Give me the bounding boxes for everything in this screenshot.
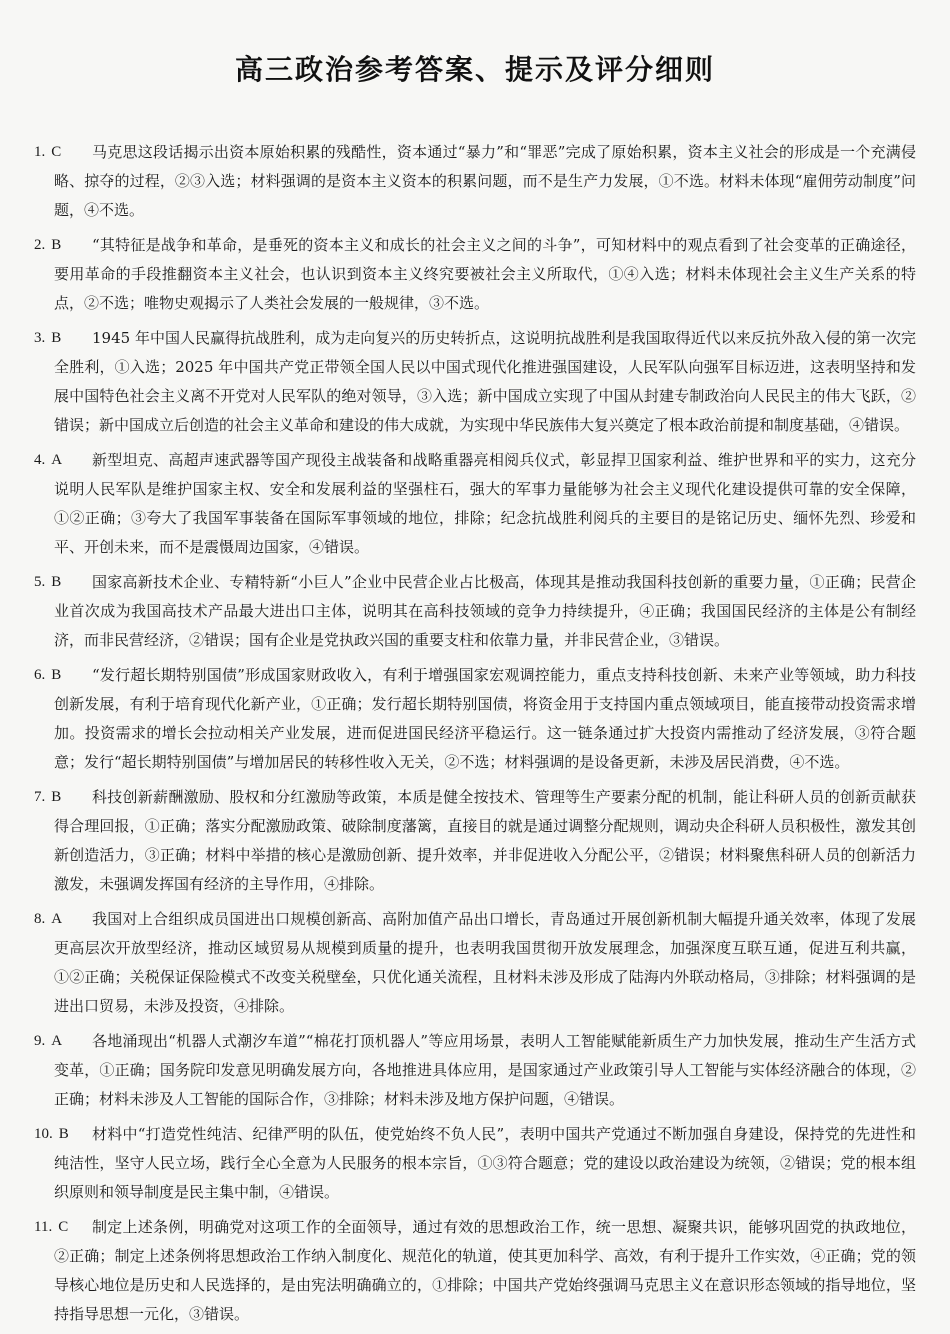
- answer-item-11: [34, 1213, 916, 1329]
- answer-item-1: [34, 138, 916, 225]
- explanation-text: 科技创新薪酬激励、股权和分红激励等政策，本质是健全按技术、管理等生产要素分配的机制，能让科研人员的创新贡献获得合理回报，①正确；落实分配激励政策、破除制度藩篱，直接目的就是通过调整分配规则，调动央企科研人员积极性，激发其创新创造活力，③正确；材料中举措的核心是激励创新、提升效率，并非促进收入分配公平，②错误；材料聚焦科研人员的创新活力激发，未强调发挥国有经济的主导作用，④排除。: [54, 788, 916, 893]
- answer-letter: C: [51, 144, 62, 160]
- answer-letter: B: [51, 667, 62, 683]
- answer-item-7: [34, 783, 916, 899]
- answer-letter: A: [51, 911, 63, 927]
- answer-letter: B: [51, 237, 62, 253]
- answer-head: [34, 231, 61, 260]
- answer-letter: B: [51, 574, 62, 590]
- question-number: 7.: [34, 789, 46, 805]
- answer-item-8: [34, 905, 916, 1021]
- answer-letter: B: [58, 1126, 69, 1142]
- question-number: 5.: [34, 574, 46, 590]
- question-number: 6.: [34, 667, 46, 683]
- explanation-text: 国家高新技术企业、专精特新“小巨人”企业中民营企业占比极高，体现其是推动我国科技创新的重要力量，①正确；民营企业首次成为我国高技术产品最大进出口主体，说明其在高科技领域的竞争力持续提升，④正确；我国国民经济的主体是公有制经济，而非民营经济，②错误；国有企业是党执政兴国的重要支柱和依靠力量，并非民营企业，③错误。: [54, 573, 916, 649]
- answer-item-9: [34, 1027, 916, 1114]
- answer-item-10: [34, 1120, 916, 1207]
- explanation-text: 材料中“打造党性纯洁、纪律严明的队伍，使党始终不负人民”，表明中国共产党通过不断加强自身建设，保持党的先进性和纯洁性，坚守人民立场，践行全心全意为人民服务的根本宗旨，①③符合题意；党的建设以政治建设为统领，②错误；党的根本组织原则和领导制度是民主集中制，④错误。: [54, 1125, 916, 1201]
- explanation-text: 马克思这段话揭示出资本原始积累的残酷性，资本通过“暴力”和“罪恶”完成了原始积累，资本主义社会的形成是一个充满侵略、掠夺的过程，②③入选；材料强调的是资本主义资本的积累问题，而不是生产力发展，①不选。材料未体现“雇佣劳动制度”问题，④不选。: [54, 143, 916, 219]
- explanation-text: 1945 年中国人民赢得抗战胜利，成为走向复兴的历史转折点，这说明抗战胜利是我国取得近代以来反抗外敌入侵的第一次完全胜利，①入选；2025 年中国共产党正带领全国人民以中国式现代化推进强国建设，人民军队向强军目标迈进，这表明坚持和发展中国特色社会主义离不开党对人民军队的绝对领导，③入选；新中国成立实现了中国从封建专制政治向人民民主的伟大飞跃，②错误；新中国成立后创造的社会主义革命和建设的伟大成就，为实现中华民族伟大复兴奠定了根本政治前提和制度基础，④错误。: [54, 329, 916, 434]
- answer-letter: A: [51, 1033, 63, 1049]
- explanation-text: 制定上述条例，明确党对这项工作的全面领导，通过有效的思想政治工作，统一思想、凝聚共识，能够巩固党的执政地位，②正确；制定上述条例将思想政治工作纳入制度化、规范化的轨道，使其更加科学、高效，有利于提升工作实效，④正确；党的领导核心地位是历史和人民选择的，是由宪法明确确立的，①排除；中国共产党始终强调马克思主义在意识形态领域的指导地位，坚持指导思想一元化，③错误。: [54, 1218, 916, 1323]
- answer-item-2: [34, 231, 916, 318]
- page-title: 高三政治参考答案、提示及评分细则: [234, 53, 715, 86]
- question-number: 2.: [34, 237, 46, 253]
- question-number: 4.: [34, 452, 46, 468]
- answer-letter: B: [51, 330, 62, 346]
- answer-head: [34, 905, 62, 934]
- answer-item-3: [34, 324, 916, 440]
- answer-head: [34, 661, 61, 690]
- explanation-text: 新型坦克、高超声速武器等国产现役主战装备和战略重器亮相阅兵仪式，彰显捍卫国家利益、维护世界和平的实力，这充分说明人民军队是维护国家主权、安全和发展利益的坚强柱石，强大的军事力量能够为社会主义现代化建设提供可靠的安全保障，①②正确；③夸大了我国军事装备在国际军事领域的地位，排除；纪念抗战胜利阅兵的主要目的是铭记历史、缅怀先烈、珍爱和平、开创未来，而不是震慑周边国家，④错误。: [54, 451, 916, 556]
- answer-item-4: [34, 446, 916, 562]
- answer-head: [34, 1213, 68, 1242]
- question-number: 1.: [34, 144, 46, 160]
- question-number: 10.: [34, 1126, 53, 1142]
- answer-head: [34, 138, 61, 167]
- answer-head: [34, 783, 61, 812]
- answer-head: [34, 568, 61, 597]
- answer-head: [34, 446, 62, 475]
- answer-head: [34, 324, 61, 353]
- answer-head: [34, 1027, 62, 1056]
- answer-letter: B: [51, 789, 62, 805]
- answer-item-6: [34, 661, 916, 777]
- question-number: 11.: [34, 1219, 53, 1235]
- question-number: 8.: [34, 911, 46, 927]
- explanation-text: 我国对上合组织成员国进出口规模创新高、高附加值产品出口增长，青岛通过开展创新机制大幅提升通关效率，体现了发展更高层次开放型经济，推动区域贸易从规模到质量的提升，也表明我国贯彻开放发展理念，加强深度互联互通，促进互利共赢，①②正确；关税保证保险模式不改变关税壁垒，只优化通关流程，且材料未涉及形成了陆海内外联动格局，③排除；材料强调的是进出口贸易，未涉及投资，④排除。: [54, 910, 916, 1015]
- question-number: 3.: [34, 330, 46, 346]
- answer-head: [34, 1120, 69, 1149]
- explanation-text: “其特征是战争和革命，是垂死的资本主义和成长的社会主义之间的斗争”，可知材料中的观点看到了社会变革的正确途径，要用革命的手段推翻资本主义社会，也认识到资本主义终究要被社会主义所取代，①④入选；材料未体现社会主义生产关系的特点，②不选；唯物史观揭示了人类社会发展的一般规律，③不选。: [54, 236, 916, 312]
- explanation-text: 各地涌现出“机器人式潮汐车道”“棉花打顶机器人”等应用场景，表明人工智能赋能新质生产力加快发展，推动生产生活方式变革，①正确；国务院印发意见明确发展方向，各地推进具体应用，是国家通过产业政策引导人工智能与实体经济融合的体现，②正确；材料未涉及人工智能的国际合作，③排除；材料未涉及地方保护问题，④错误。: [54, 1032, 916, 1108]
- answer-list: [34, 138, 916, 1329]
- question-number: 9.: [34, 1033, 46, 1049]
- answer-letter: A: [51, 452, 63, 468]
- answer-item-5: [34, 568, 916, 655]
- explanation-text: “发行超长期特别国债”形成国家财政收入，有利于增强国家宏观调控能力，重点支持科技创新、未来产业等领域，助力科技创新发展，有利于培育现代化新产业，①正确；发行超长期特别国债，将资金用于支持国内重点领域项目，能直接带动投资需求增加。投资需求的增长会拉动相关产业发展，进而促进国民经济平稳运行。这一链条通过扩大投资内需推动了经济发展，③符合题意；发行“超长期特别国债”与增加居民的转移性收入无关，②不选；材料强调的是设备更新，未涉及居民消费，④不选。: [54, 666, 916, 771]
- answer-letter: C: [58, 1219, 69, 1235]
